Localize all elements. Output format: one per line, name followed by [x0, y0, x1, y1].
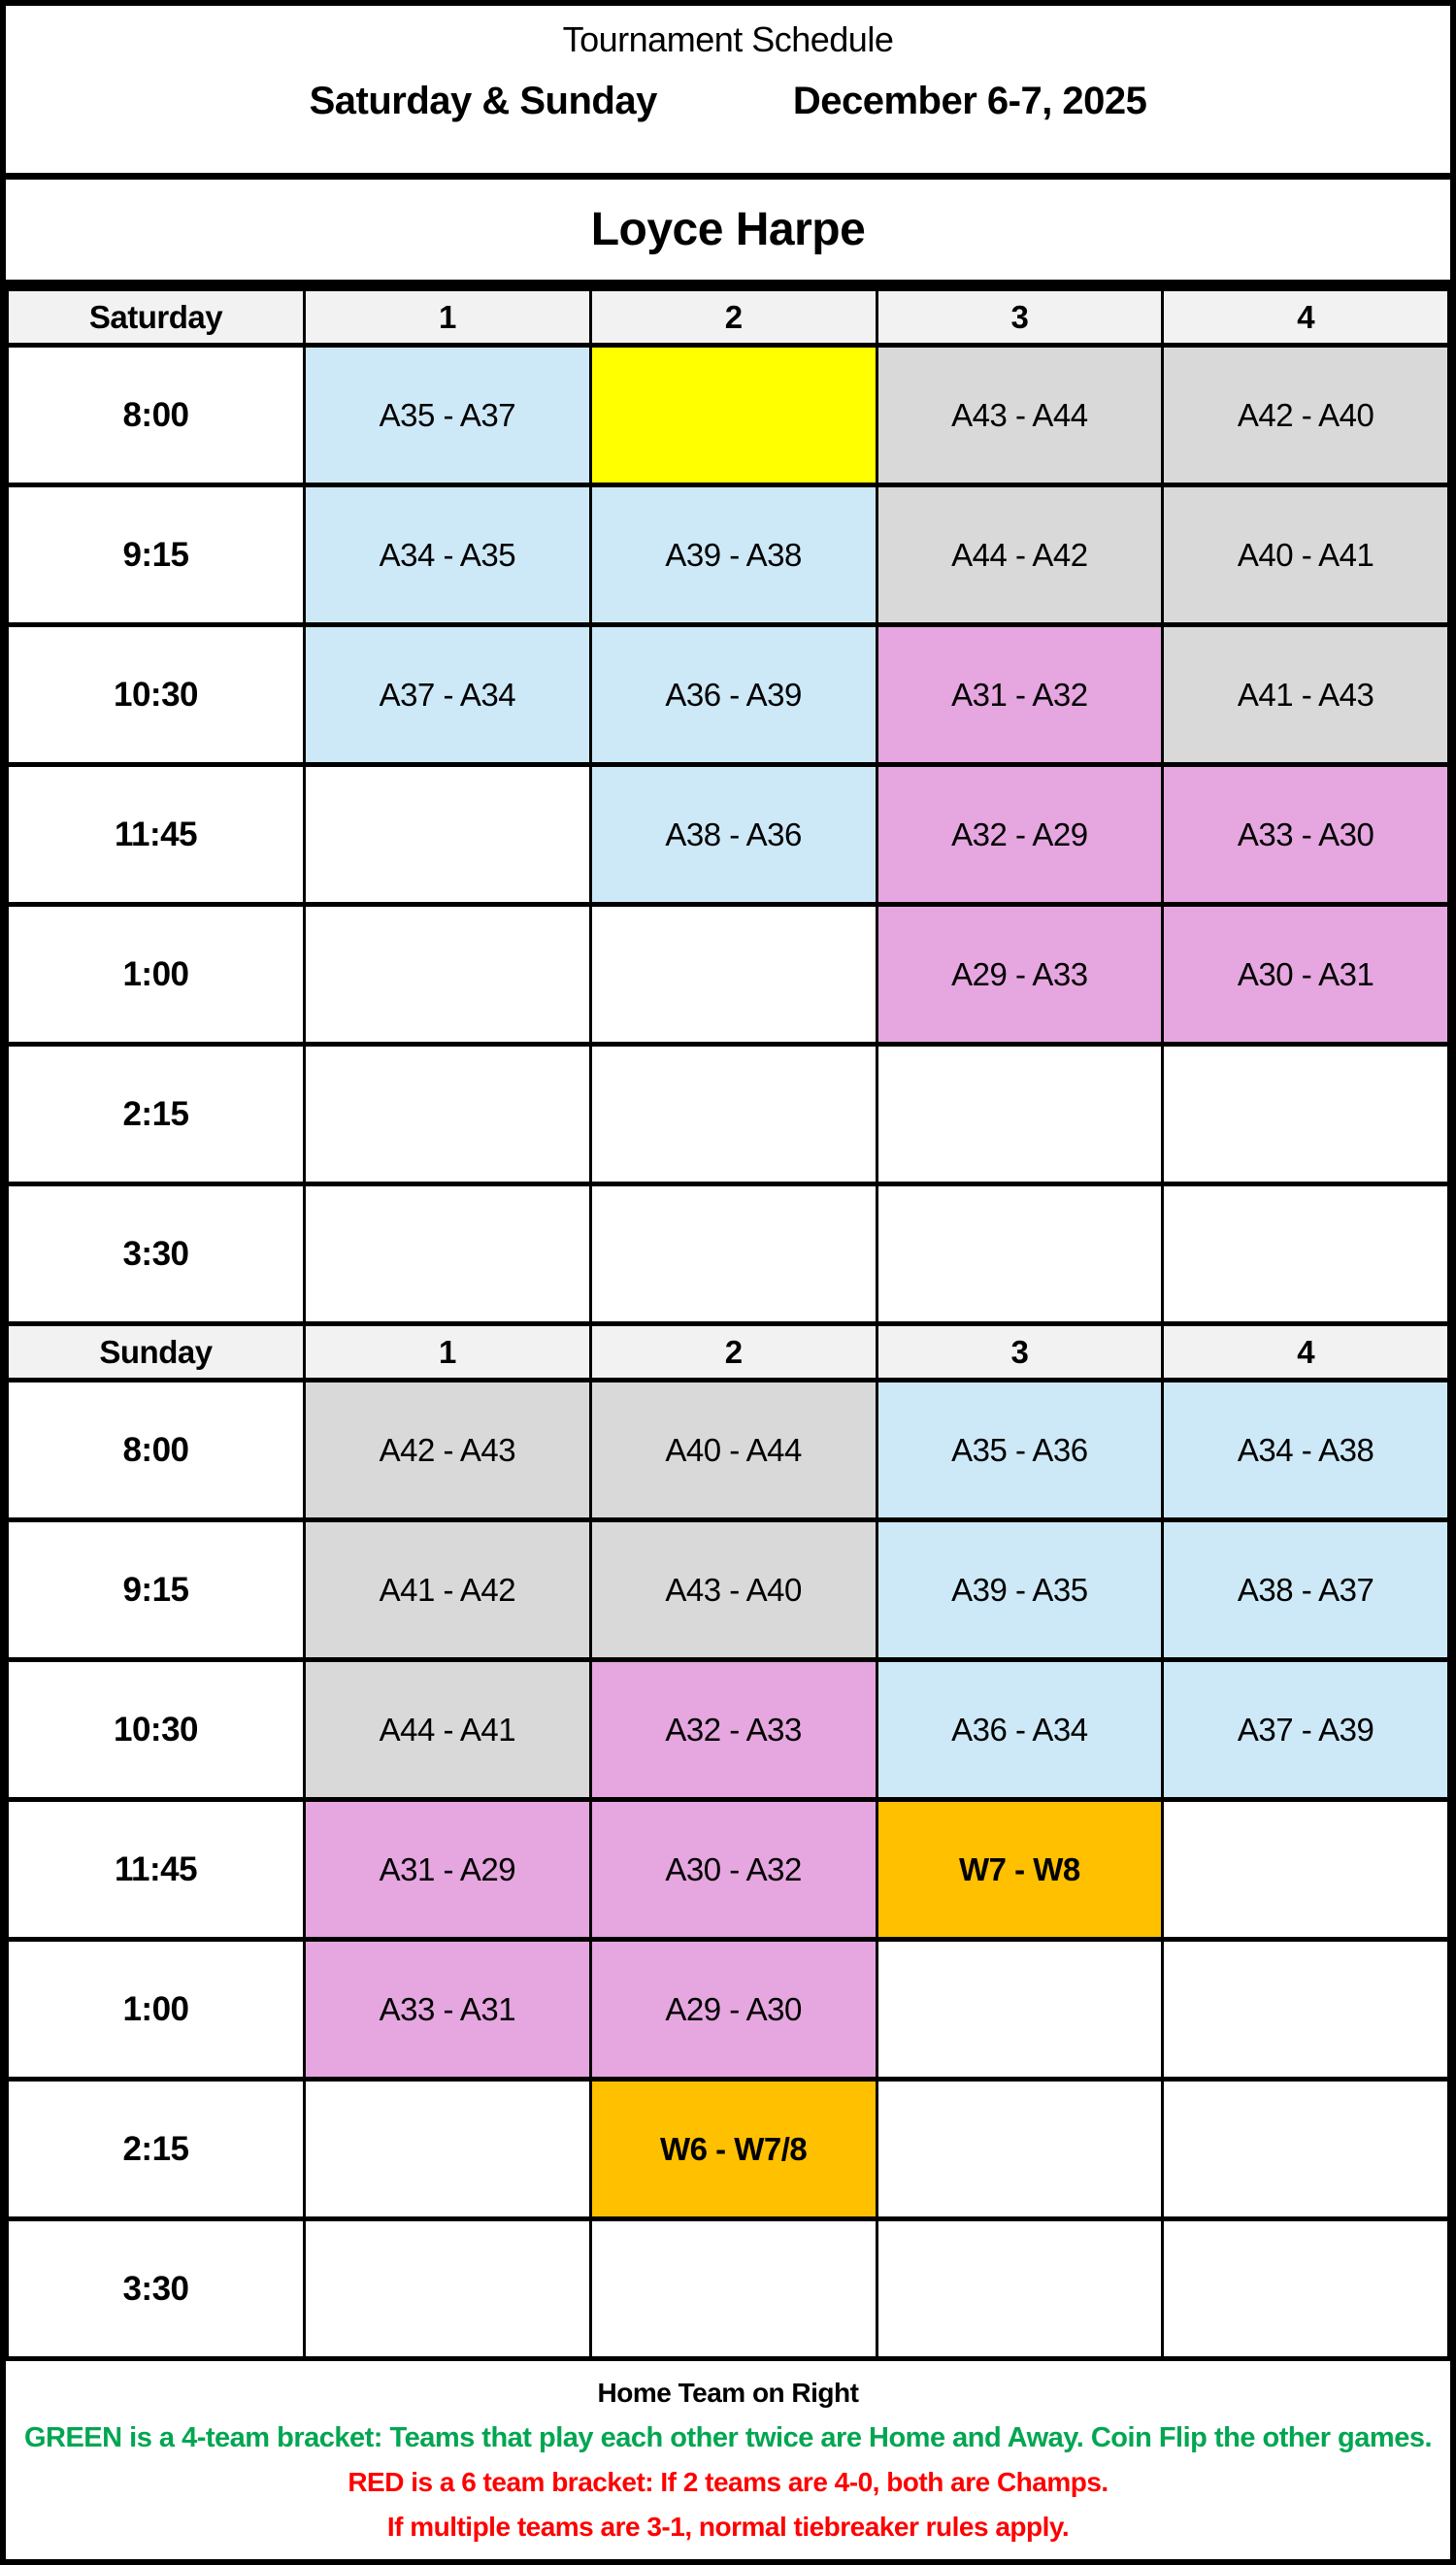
empty-cell — [1163, 2080, 1449, 2219]
game-cell: A29 - A33 — [877, 905, 1163, 1045]
time-label: 1:00 — [8, 905, 305, 1045]
saturday-section — [8, 289, 1449, 1324]
time-label: 10:30 — [8, 625, 305, 765]
empty-cell — [877, 1045, 1163, 1184]
time-label: 3:30 — [8, 1184, 305, 1324]
game-cell: W6 - W7/8 — [590, 2080, 877, 2219]
sheet-header — [6, 6, 1450, 180]
game-cell: A32 - A29 — [877, 765, 1163, 905]
empty-cell — [590, 905, 877, 1045]
schedule-row — [8, 2219, 1449, 2359]
game-cell: A30 - A32 — [590, 1800, 877, 1940]
court-column-header: 4 — [1163, 289, 1449, 346]
game-cell: A36 - A34 — [877, 1660, 1163, 1800]
schedule-row — [8, 765, 1449, 905]
game-cell: A39 - A38 — [590, 485, 877, 625]
time-label: 2:15 — [8, 2080, 305, 2219]
game-cell: A30 - A31 — [1163, 905, 1449, 1045]
game-cell: A40 - A44 — [590, 1381, 877, 1520]
schedule-row — [8, 346, 1449, 485]
schedule-row — [8, 1184, 1449, 1324]
game-cell: A41 - A43 — [1163, 625, 1449, 765]
game-cell: A32 - A33 — [590, 1660, 877, 1800]
schedule-row — [8, 1940, 1449, 2080]
dates-label: December 6-7, 2025 — [792, 80, 1147, 122]
footer-note-red-2: If multiple teams are 3-1, normal tiebreaker rules apply. — [386, 2511, 1070, 2542]
game-cell: A29 - A30 — [590, 1940, 877, 2080]
game-cell: A34 - A38 — [1163, 1381, 1449, 1520]
game-cell: A37 - A39 — [1163, 1660, 1449, 1800]
court-column-header: 3 — [877, 1324, 1163, 1381]
schedule-row — [8, 905, 1449, 1045]
empty-cell — [305, 1045, 591, 1184]
schedule-row — [8, 1381, 1449, 1520]
schedule-row — [8, 625, 1449, 765]
empty-cell — [1163, 2219, 1449, 2359]
time-label: 2:15 — [8, 1045, 305, 1184]
schedule-row — [8, 485, 1449, 625]
footer-note-green: GREEN is a 4-team bracket: Teams that play each other twice are Home and Away. Coin Flip the other games. — [23, 2421, 1433, 2453]
empty-cell — [590, 1045, 877, 1184]
time-label: 10:30 — [8, 1660, 305, 1800]
day-label: Sunday — [8, 1324, 305, 1381]
time-label: 11:45 — [8, 765, 305, 905]
game-cell: A43 - A40 — [590, 1520, 877, 1660]
court-column-header: 2 — [590, 289, 877, 346]
court-column-header: 1 — [305, 289, 591, 346]
schedule-row — [8, 1520, 1449, 1660]
day-label: Saturday — [8, 289, 305, 346]
schedule-row — [8, 1045, 1449, 1184]
court-column-header: 1 — [305, 1324, 591, 1381]
sunday-section — [8, 1324, 1449, 2359]
days-label: Saturday & Sunday — [309, 80, 657, 122]
game-cell: A31 - A32 — [877, 625, 1163, 765]
empty-cell — [1163, 1045, 1449, 1184]
court-column-header: 4 — [1163, 1324, 1449, 1381]
empty-cell — [1163, 1184, 1449, 1324]
empty-cell — [877, 1184, 1163, 1324]
game-cell: A44 - A41 — [305, 1660, 591, 1800]
empty-cell — [590, 1184, 877, 1324]
game-cell: A42 - A43 — [305, 1381, 591, 1520]
footer-note-home: Home Team on Right — [597, 2378, 859, 2409]
game-cell: A38 - A36 — [590, 765, 877, 905]
footer-note-red-1: RED is a 6 team bracket: If 2 teams are 4-0, both are Champs. — [347, 2467, 1109, 2498]
game-cell: A42 - A40 — [1163, 346, 1449, 485]
footer-note-green-row — [6, 2422, 1450, 2454]
time-label: 11:45 — [8, 1800, 305, 1940]
empty-cell — [305, 2219, 591, 2359]
empty-cell — [305, 905, 591, 1045]
game-cell: A39 - A35 — [877, 1520, 1163, 1660]
sunday-header-row — [8, 1324, 1449, 1381]
game-cell: A44 - A42 — [877, 485, 1163, 625]
game-cell: A35 - A37 — [305, 346, 591, 485]
empty-cell — [877, 2080, 1163, 2219]
game-cell: A43 - A44 — [877, 346, 1163, 485]
venue-title: Loyce Harpe — [590, 204, 866, 255]
empty-cell — [1163, 1800, 1449, 1940]
empty-cell — [877, 2219, 1163, 2359]
game-cell: A31 - A29 — [305, 1800, 591, 1940]
empty-cell — [877, 1940, 1163, 2080]
game-cell: A36 - A39 — [590, 625, 877, 765]
game-cell: A34 - A35 — [305, 485, 591, 625]
court-column-header: 3 — [877, 289, 1163, 346]
time-label: 9:15 — [8, 485, 305, 625]
schedule-row — [8, 2080, 1449, 2219]
time-label: 8:00 — [8, 346, 305, 485]
game-cell: A33 - A30 — [1163, 765, 1449, 905]
empty-cell — [1163, 1940, 1449, 2080]
saturday-header-row — [8, 289, 1449, 346]
time-label: 3:30 — [8, 2219, 305, 2359]
empty-cell — [590, 2219, 877, 2359]
game-cell: W7 - W8 — [877, 1800, 1163, 1940]
game-cell: A40 - A41 — [1163, 485, 1449, 625]
court-column-header: 2 — [590, 1324, 877, 1381]
empty-cell — [305, 1184, 591, 1324]
game-cell: A37 - A34 — [305, 625, 591, 765]
empty-cell — [305, 2080, 591, 2219]
game-cell: A33 - A31 — [305, 1940, 591, 2080]
schedule-row — [8, 1800, 1449, 1940]
empty-cell — [590, 346, 877, 485]
schedule-row — [8, 1660, 1449, 1800]
time-label: 8:00 — [8, 1381, 305, 1520]
sheet-footer — [6, 2361, 1450, 2559]
game-cell: A38 - A37 — [1163, 1520, 1449, 1660]
game-cell: A41 - A42 — [305, 1520, 591, 1660]
time-label: 9:15 — [8, 1520, 305, 1660]
time-label: 1:00 — [8, 1940, 305, 2080]
empty-cell — [305, 765, 591, 905]
venue-title-row — [6, 180, 1450, 286]
schedule-table — [6, 286, 1450, 2361]
page-title: Tournament Schedule — [562, 19, 894, 59]
header-subtitle — [6, 80, 1450, 123]
game-cell: A35 - A36 — [877, 1381, 1163, 1520]
